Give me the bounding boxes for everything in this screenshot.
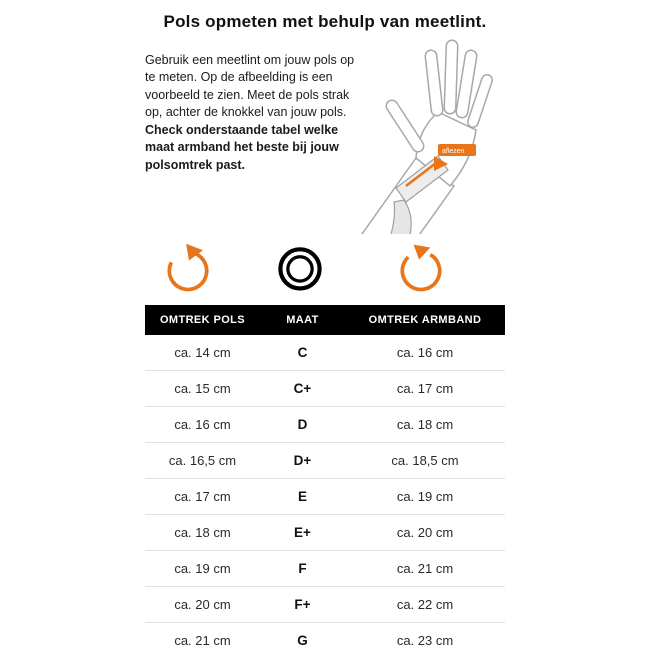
size-cell: D	[297, 417, 308, 432]
band-size-cell: ca. 18,5 cm	[391, 453, 459, 468]
table-row	[145, 587, 505, 623]
band-size-cell: ca. 22 cm	[396, 597, 454, 612]
wrist-measure-illustration	[338, 36, 516, 234]
wrist-size-cell: ca. 17 cm	[174, 489, 231, 504]
band-size-cell: ca. 21 cm	[396, 561, 454, 576]
wrist-size-cell: ca. 19 cm	[174, 561, 231, 576]
size-cell: F+	[294, 597, 311, 612]
wrist-size-cell: ca. 14 cm	[174, 345, 231, 360]
band-size-cell: ca. 17 cm	[396, 381, 454, 396]
size-cell: G	[297, 633, 308, 648]
header-maat: MAAT	[286, 314, 319, 326]
table-row	[145, 551, 505, 587]
wrist-size-cell: ca. 15 cm	[174, 381, 231, 396]
band-size-cell: ca. 19 cm	[396, 489, 454, 504]
band-size-cell: ca. 18 cm	[396, 417, 454, 432]
size-cell: D+	[293, 453, 312, 468]
size-table	[145, 305, 505, 650]
size-cell: E	[297, 489, 307, 504]
wrist-size-cell: ca. 18 cm	[174, 525, 231, 540]
table-row	[145, 443, 505, 479]
table-header	[145, 305, 505, 335]
table-row	[145, 371, 505, 407]
band-size-cell: ca. 20 cm	[396, 525, 454, 540]
wrist-size-cell: ca. 16 cm	[174, 417, 231, 432]
table-row	[145, 515, 505, 551]
wrist-size-cell: ca. 20 cm	[174, 597, 231, 612]
icons-row	[0, 240, 650, 298]
size-cell: F	[298, 561, 307, 576]
wrist-size-cell: ca. 21 cm	[174, 633, 231, 648]
intro-text: Gebruik een meetlint om jouw pols op te meten. Op de afbeelding is een voorbeeld te zien. Meet de pols strak op, achter de knokkel van jouw pols.	[145, 53, 355, 119]
table-row	[145, 479, 505, 515]
circular-arrow-right-icon	[393, 240, 449, 296]
hand-tape-icon	[338, 36, 516, 234]
check-table-text: Check onderstaande tabel welke maat armband het beste bij jouw polsomtrek past.	[145, 123, 339, 172]
header-omtrek-armband: OMTREK ARMBAND	[368, 314, 482, 326]
table-row	[145, 623, 505, 650]
size-cell: C+	[293, 381, 312, 396]
aflezen-label: aflezen	[442, 148, 465, 155]
wrist-size-cell: ca. 16,5 cm	[168, 453, 237, 468]
page-title: Pols opmeten met behulp van meetlint.	[163, 12, 487, 31]
size-cell: E+	[294, 525, 311, 540]
circular-arrow-left-icon	[160, 240, 216, 296]
table-row	[145, 335, 505, 371]
table-row	[145, 407, 505, 443]
ring-icon	[272, 240, 328, 296]
size-cell: C	[297, 345, 308, 360]
band-size-cell: ca. 23 cm	[396, 633, 454, 648]
band-size-cell: ca. 16 cm	[396, 345, 454, 360]
header-omtrek-pols: OMTREK POLS	[159, 314, 246, 326]
